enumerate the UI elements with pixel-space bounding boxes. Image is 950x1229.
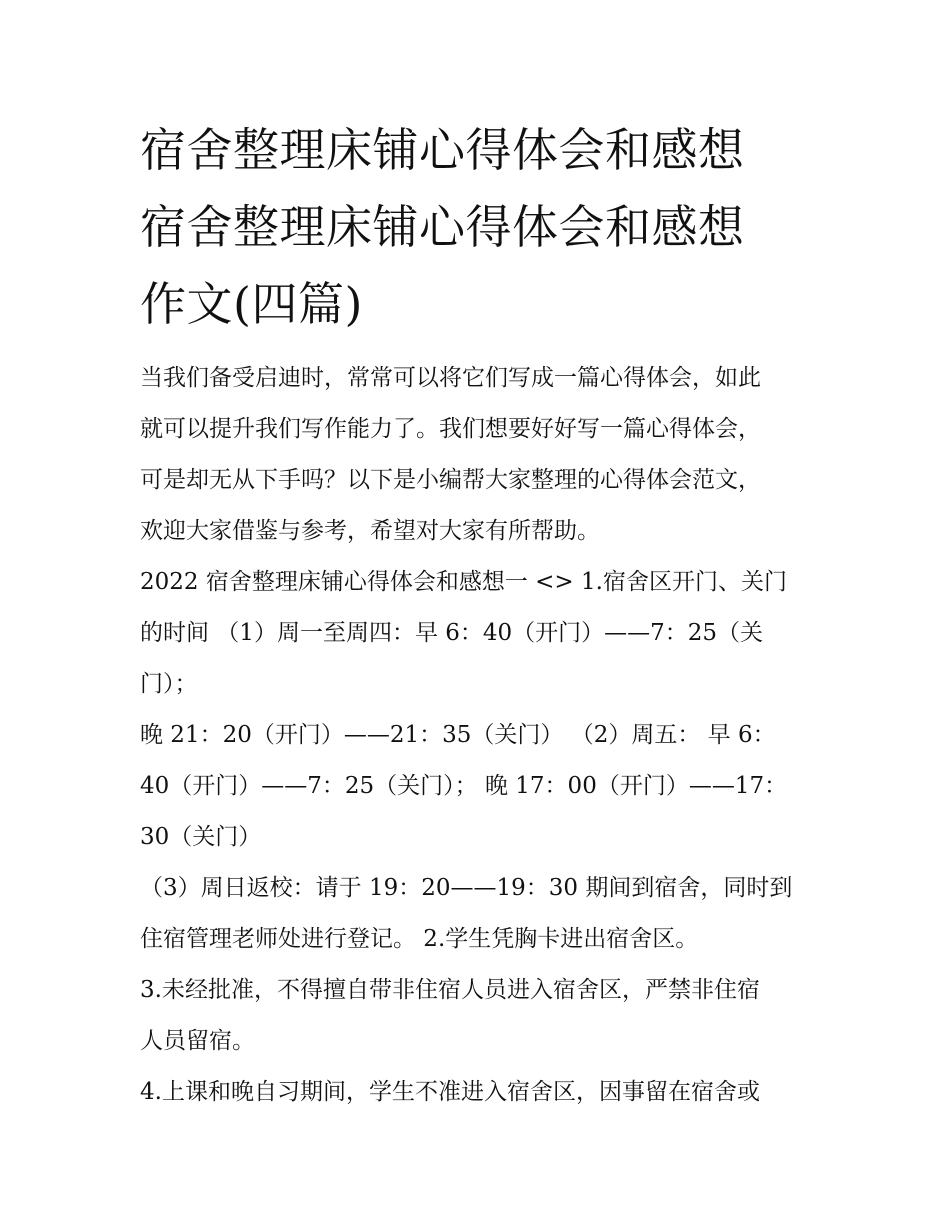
- intro-paragraph: [140, 353, 820, 557]
- body-paragraph: [140, 863, 820, 965]
- title-line: 作文(四篇): [140, 277, 363, 331]
- document-page: [140, 112, 820, 1118]
- text-line: 3.未经批准，不得擅自带非住宿人员进入宿舍区，严禁非住宿: [140, 977, 760, 1003]
- text-line: 4.上课和晚自习期间，学生不准进入宿舍区，因事留在宿舍或: [140, 1079, 760, 1105]
- title-line: 宿舍整理床铺心得体会和感想: [140, 123, 745, 177]
- text-line: 就可以提升我们写作能力了。我们想要好好写一篇心得体会，: [140, 416, 761, 442]
- text-line: 欢迎大家借鉴与参考，希望对大家有所帮助。: [140, 518, 600, 544]
- text-line: 门）；: [140, 671, 198, 697]
- text-line: 的时间 （1）周一至周四：早 6：40（开门）——7：25（关: [140, 620, 764, 646]
- text-line: （3）周日返校：请于 19：20——19：30 期间到宿舍，同时到: [140, 875, 793, 901]
- text-line: 40（开门）——7：25（关门）； 晚 17：00（开门）——17：: [140, 773, 788, 799]
- text-line: 2022 宿舍整理床铺心得体会和感想一 <> 1.宿舍区开门、关门: [140, 569, 787, 595]
- document-title: [140, 112, 820, 343]
- text-line: 30（关门）: [140, 824, 262, 850]
- text-line: 可是却无从下手吗？以下是小编帮大家整理的心得体会范文，: [140, 467, 761, 493]
- text-line: 晚 21：20（开门）——21：35（关门） （2）周五： 早 6：: [140, 722, 776, 748]
- text-line: 住宿管理老师处进行登记。 2.学生凭胸卡进出宿舍区。: [140, 926, 699, 952]
- body-paragraph: [140, 965, 820, 1067]
- body-paragraph: [140, 557, 820, 710]
- text-line: 当我们备受启迪时，常常可以将它们写成一篇心得体会，如此: [140, 365, 761, 391]
- title-line: 宿舍整理床铺心得体会和感想: [140, 200, 745, 254]
- body-paragraph: [140, 1067, 820, 1118]
- body-paragraph: [140, 710, 820, 863]
- text-line: 人员留宿。: [140, 1028, 255, 1054]
